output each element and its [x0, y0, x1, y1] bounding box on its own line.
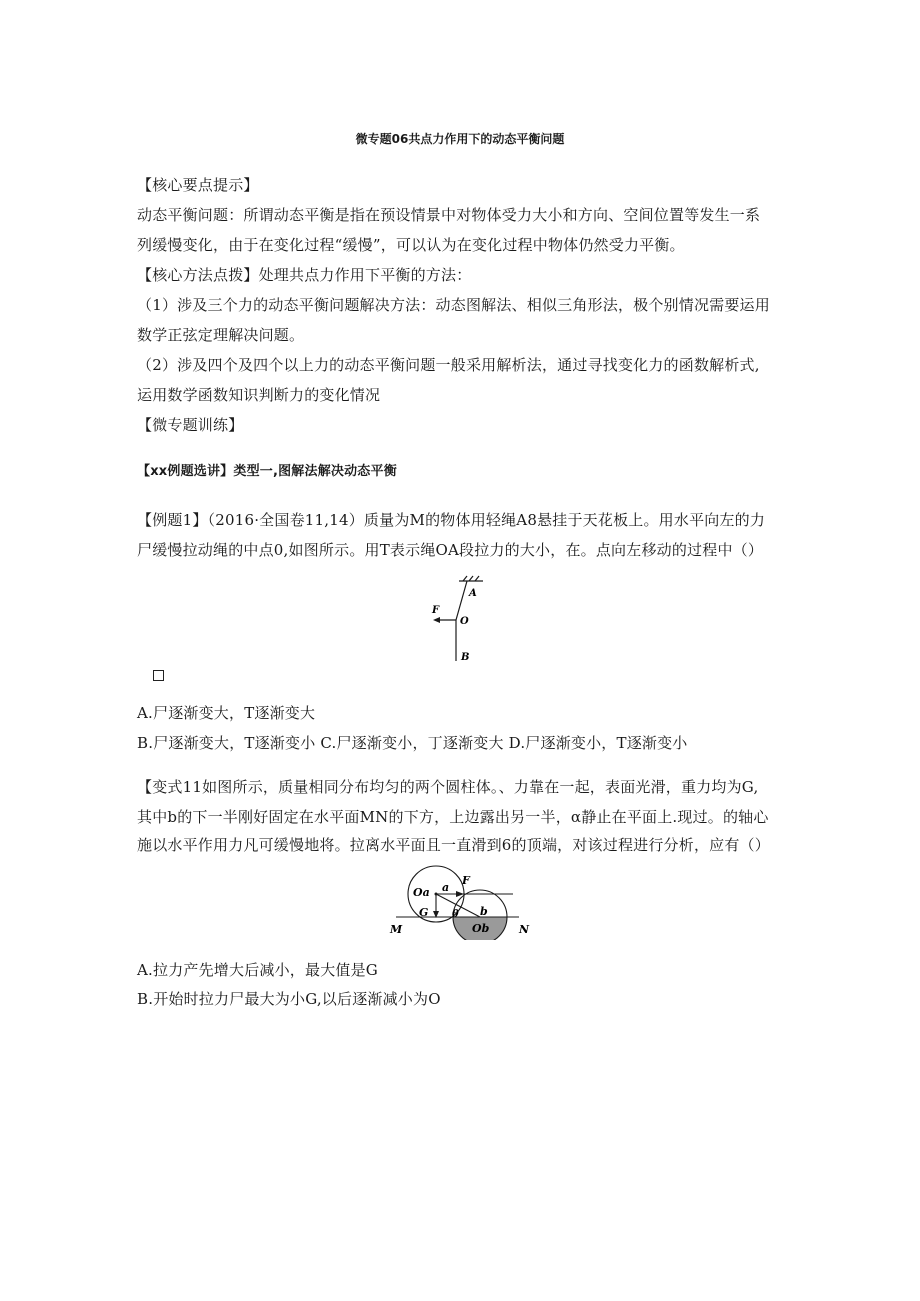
example1-line-2: 尸缓慢拉动绳的中点0,如图所示。用T表示绳OA段拉力的大小，在。点向左移动的过程中（） — [137, 541, 764, 559]
label-m: M — [390, 923, 403, 936]
variant1-figure — [388, 860, 538, 940]
variant1-option-a: A.拉力产先增大后减小，最大值是G — [137, 961, 378, 979]
training-heading: 【微专题训练】 — [137, 416, 244, 434]
label-a: A — [469, 588, 477, 599]
label-ob: Ob — [472, 922, 490, 935]
variant1-line-1: 【变式11如图所示，质量相同分布均匀的两个圆柱体。、力靠在一起，表面光滑，重力均为G, — [137, 778, 759, 796]
label-a: a — [442, 881, 450, 894]
label-b: B — [461, 652, 470, 663]
label-n: N — [519, 923, 530, 936]
method-item-1-cont: 数学正弦定理解决问题。 — [137, 326, 305, 344]
label-f: F — [432, 605, 440, 616]
core-points-text-1: 动态平衡问题：所谓动态平衡是指在预设情景中对物体受力大小和方向、空间位置等发生一系 — [137, 206, 761, 224]
label-f: F — [462, 874, 470, 887]
example1-option-bcd: B.尸逐渐变大，T逐渐变小 C.尸逐渐变小，丁逐渐变大 D.尸逐渐变小，T逐渐变小 — [137, 734, 688, 752]
method-line: 【核心方法点拨】处理共点力作用下平衡的方法： — [137, 266, 472, 284]
label-g: G — [419, 906, 429, 919]
page-title: 微专题06共点力作用下的动态平衡问题 — [355, 132, 565, 146]
label-theta: θ — [452, 909, 459, 920]
blank-square-icon — [153, 670, 164, 681]
core-points-heading: 【核心要点提示】 — [137, 176, 259, 194]
label-o: O — [460, 616, 469, 627]
variant1-line-3: 施以水平作用力凡可缓慢地将。拉离水平面且一直滑到6的顶端，对该过程进行分析，应有（） — [137, 836, 770, 854]
core-points-text-2: 列缓慢变化，由于在变化过程“缓慢”，可以认为在变化过程中物体仍然受力平衡。 — [137, 236, 685, 254]
label-b: b — [480, 905, 488, 918]
variant1-line-2: 其中b的下一半刚好固定在水平面MN的下方，上边露出另一半，α静止在平面上.现过。的轴心 — [137, 808, 769, 826]
method-item-2: （2）涉及四个及四个以上力的动态平衡问题一般采用解析法，通过寻找变化力的函数解析式, — [137, 356, 760, 374]
label-oa: Oa — [413, 886, 430, 899]
example1-figure — [425, 575, 500, 665]
method-item-2-cont: 运用数学函数知识判断力的变化情况 — [137, 386, 381, 404]
example1-option-a: A.尸逐渐变大，T逐渐变大 — [137, 704, 316, 722]
section-heading: 【xx例题选讲】类型一,图解法解决动态平衡 — [137, 464, 397, 479]
method-item-1: （1）涉及三个力的动态平衡问题解决方法：动态图解法、相似三角形法，极个别情况需要运用 — [137, 296, 770, 314]
variant1-option-b: B.开始时拉力尸最大为小G,以后逐渐减小为O — [137, 990, 441, 1008]
example1-line-1: 【例题1】（2016·全国卷11,14）质量为M的物体用轻绳A8悬挂于天花板上。用水平向左的力 — [137, 511, 766, 529]
